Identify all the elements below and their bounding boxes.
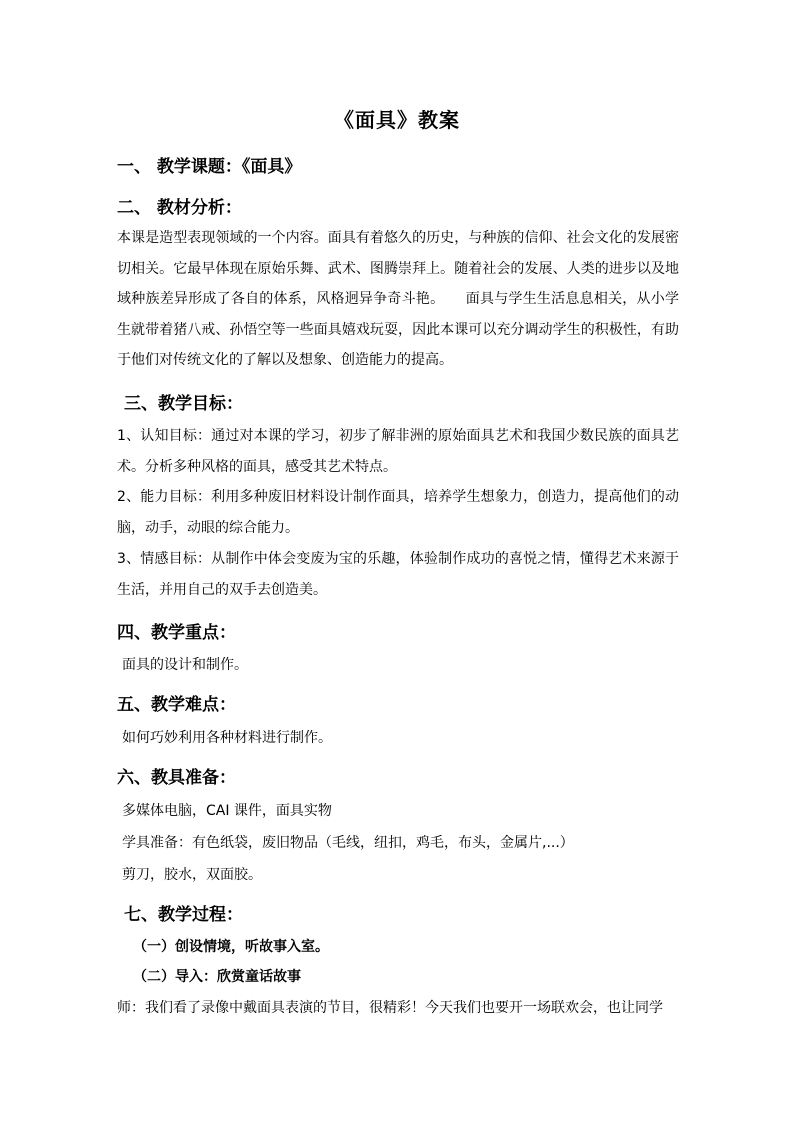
tools-line: 剪刀，胶水，双面胶。 xyxy=(122,867,262,883)
objective-cognitive: 1、认知目标：通过对本课的学习，初步了解非洲的原始面具艺术和我国少数民族的面具艺术。分析多种风格的面具，感受其艺术特点。 xyxy=(117,428,679,475)
heading-topic: 一、 教学课题：《面具》 xyxy=(117,157,302,177)
heading-material-analysis: 二、 教材分析： xyxy=(117,198,242,218)
heading-teaching-aids: 六、教具准备： xyxy=(117,768,236,788)
student-materials-line: 学具准备：有色纸袋，废旧物品（毛线，纽扣，鸡毛，布头，金属片,...） xyxy=(122,835,574,851)
material-analysis-paragraph: 本课是造型表现领域的一个内容。面具有着悠久的历史，与种族的信仰、社会文化的发展密切相关。它最早体现在原始乐舞、武术、图腾崇拜上。随着社会的发展、人类的进步以及地域种族差异形成了各自的体系，风格迥异争奇斗艳。 面具与学生生活息息相关，从小学生就带着猪八戒、孙悟空等一些面具嬉戏玩耍，因此本课可以充分调动学生的积极性，有助于他们对传统文化的了解以及想象、创造能力的提高。 xyxy=(117,230,679,368)
heading-difficulties: 五、教学难点： xyxy=(117,695,236,715)
process-step-2: （二）导入：欣赏童话故事 xyxy=(133,969,301,985)
process-step-1: （一）创设情境，听故事入室。 xyxy=(133,939,329,955)
heading-key-points: 四、教学重点： xyxy=(117,623,236,643)
teaching-aids-line: 多媒体电脑，CAI 课件，面具实物 xyxy=(122,803,332,819)
difficulties-text: 如何巧妙利用各种材料进行制作。 xyxy=(122,730,332,746)
page-title: 《面具》教案 xyxy=(334,108,460,132)
heading-objectives: 三、教学目标： xyxy=(124,394,243,414)
process-teacher-line: 师：我们看了录像中戴面具表演的节目，很精彩！今天我们也要开一场联欢会，也让同学 xyxy=(117,1000,663,1016)
heading-teaching-process: 七、教学过程： xyxy=(124,905,243,925)
objective-ability: 2、能力目标：利用多种废旧材料设计制作面具，培养学生想象力，创造力，提高他们的动脑，动手，动眼的综合能力。 xyxy=(117,489,679,536)
key-points-text: 面具的设计和制作。 xyxy=(122,657,248,673)
objective-emotional: 3、情感目标：从制作中体会变废为宝的乐趣，体验制作成功的喜悦之情，懂得艺术来源于生活，并用自己的双手去创造美。 xyxy=(117,551,679,598)
